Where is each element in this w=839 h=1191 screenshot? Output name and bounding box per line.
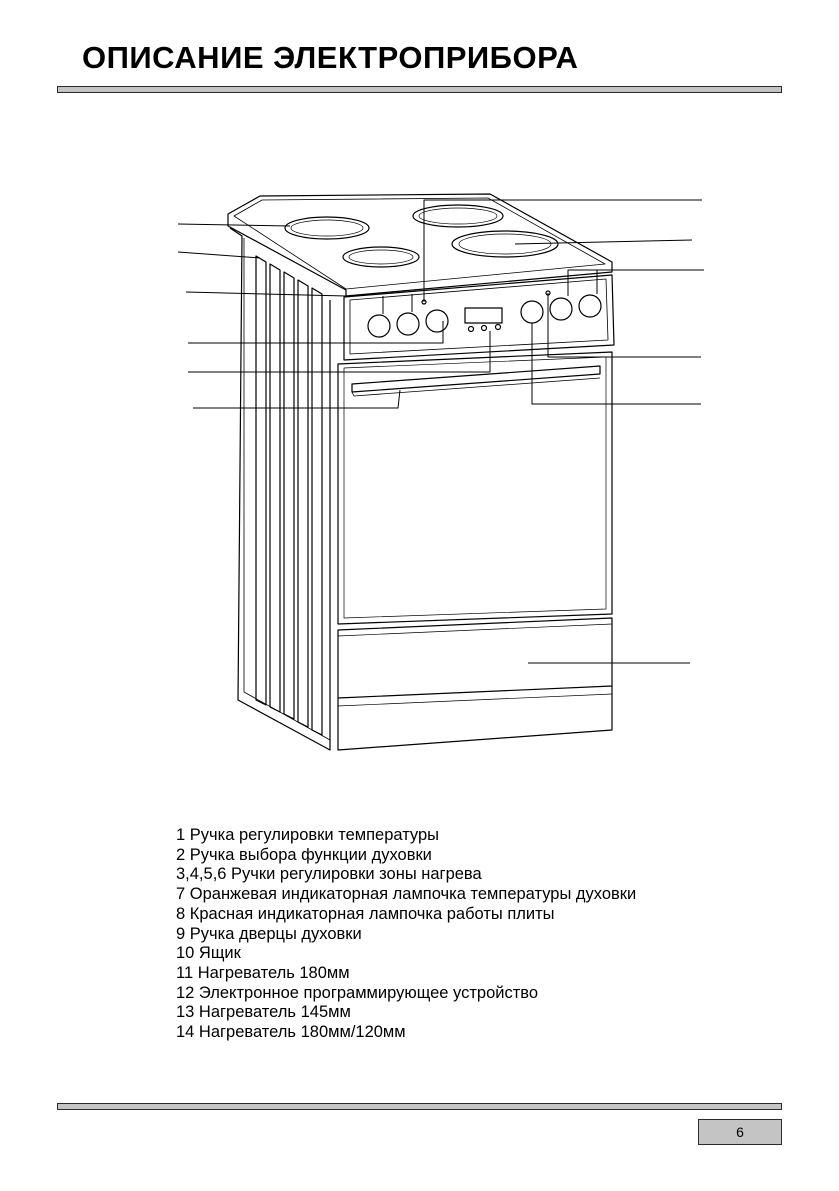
legend-item: 7 Оранжевая индикаторная лампочка температуры духовки xyxy=(176,885,637,904)
parts-legend xyxy=(176,826,636,1043)
drawer xyxy=(338,618,612,750)
legend-item: 9 Ручка дверцы духовки xyxy=(176,924,362,943)
legend-item: 3,4,5,6 Ручки регулировки зоны нагрева xyxy=(176,865,482,884)
stove-diagram xyxy=(0,180,839,780)
control-panel xyxy=(344,275,614,360)
legend-item: 11 Нагреватель 180мм xyxy=(176,963,350,982)
legend-item: 13 Нагреватель 145мм xyxy=(176,1003,351,1022)
legend-item: 8 Красная индикаторная лампочка работы плиты xyxy=(176,904,555,923)
legend-item: 10 Ящик xyxy=(176,944,241,963)
legend-item: 14 Нагреватель 180мм/120мм xyxy=(176,1023,406,1042)
legend-item: 2 Ручка выбора функции духовки xyxy=(176,845,432,864)
hob-top xyxy=(228,194,612,296)
header-rule xyxy=(57,86,782,93)
legend-item: 1 Ручка регулировки температуры xyxy=(176,826,440,844)
legend-item: 12 Электронное программирующее устройство xyxy=(176,983,539,1002)
oven-door xyxy=(338,352,612,624)
page-number: 6 xyxy=(698,1119,782,1145)
leader-lines xyxy=(178,200,704,663)
side-panel xyxy=(230,228,330,750)
footer-rule xyxy=(57,1103,782,1110)
page-title: ОПИСАНИЕ ЭЛЕКТРОПРИБОРА xyxy=(82,40,579,75)
